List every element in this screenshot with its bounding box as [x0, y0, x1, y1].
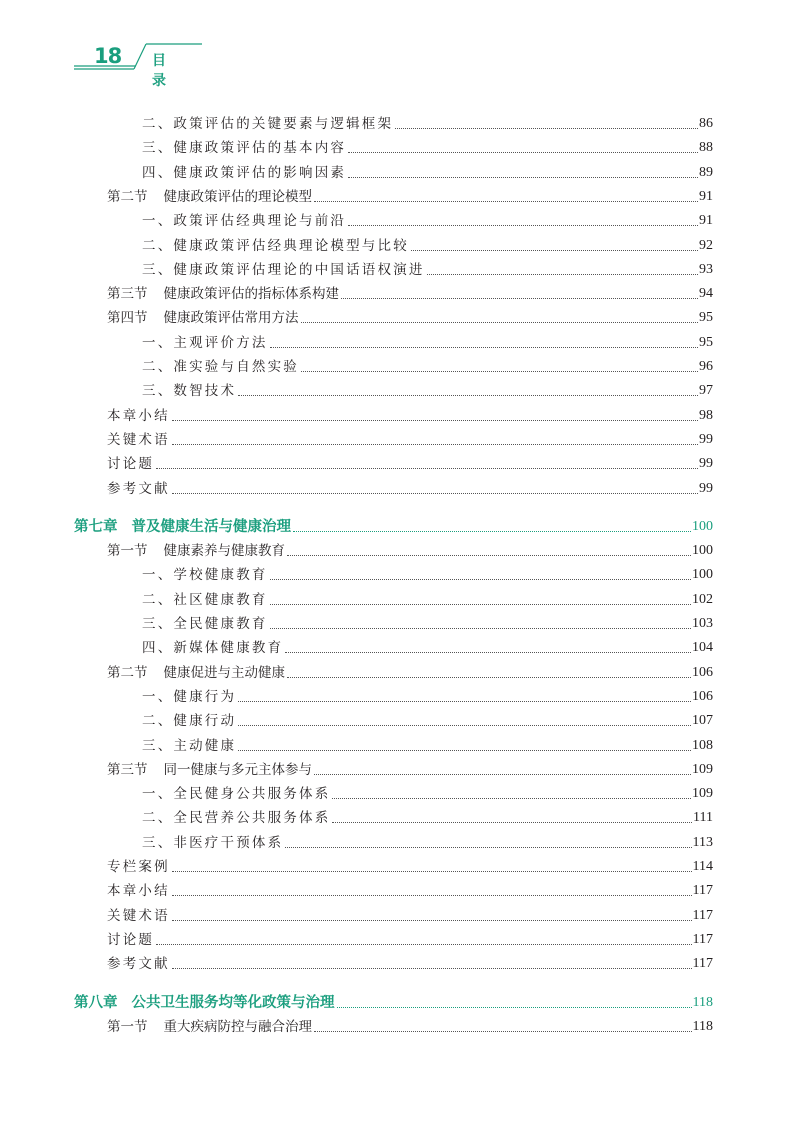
section-title: 健康素养与健康教育 — [163, 543, 285, 560]
dot-leader — [287, 555, 691, 556]
toc-entry-label: 三、数智技术 — [142, 383, 237, 400]
dot-leader — [348, 152, 698, 153]
toc-entry-label — [107, 539, 285, 563]
toc-entry-label: 二、全民营养公共服务体系 — [142, 810, 331, 827]
toc-entry-label: 一、全民健身公共服务体系 — [142, 786, 331, 803]
toc-page-number: 100 — [692, 518, 713, 534]
toc-page-number: 106 — [692, 664, 713, 680]
toc-page-number: 95 — [699, 310, 713, 326]
toc-entry-label: 三、健康政策评估的基本内容 — [142, 140, 347, 157]
toc-entry-item[interactable] — [142, 831, 713, 855]
toc-entry-section[interactable] — [107, 758, 713, 782]
toc-entry-misc[interactable] — [107, 855, 713, 879]
toc-entry-label: 二、社区健康教育 — [142, 591, 268, 608]
dot-leader — [172, 895, 692, 896]
toc-entry-item[interactable] — [142, 136, 713, 160]
section-title: 重大疾病防控与融合治理 — [163, 1018, 312, 1035]
toc-entry-label — [107, 1015, 312, 1039]
dot-leader — [348, 177, 698, 178]
toc-page-number: 99 — [699, 431, 713, 447]
section-number: 第一节 — [107, 1018, 148, 1035]
toc-entry-label — [107, 661, 285, 685]
toc-entry-misc[interactable] — [107, 879, 713, 903]
toc-page-number: 102 — [692, 591, 713, 607]
toc-page-number: 99 — [699, 480, 713, 496]
dot-leader — [314, 774, 691, 775]
dot-leader — [411, 250, 698, 251]
chapter-number: 第七章 — [74, 518, 118, 535]
dot-leader — [314, 201, 698, 202]
toc-entry-label: 讨论题 — [107, 456, 155, 473]
toc-entry-item[interactable] — [142, 806, 713, 830]
dot-leader — [270, 628, 691, 629]
dot-leader — [395, 128, 698, 129]
dot-leader — [172, 444, 698, 445]
dot-leader — [332, 822, 692, 823]
toc-page-number: 97 — [699, 383, 713, 399]
toc-entry-misc[interactable] — [107, 452, 713, 476]
section-number: 第三节 — [107, 761, 148, 778]
dot-leader — [285, 652, 691, 653]
toc-page-number: 91 — [699, 213, 713, 229]
section-number: 第二节 — [107, 188, 148, 205]
dot-leader — [156, 468, 698, 469]
toc-entry-item[interactable] — [142, 563, 713, 587]
toc-page-number: 104 — [692, 640, 713, 656]
dot-leader — [238, 395, 698, 396]
dot-leader — [172, 920, 692, 921]
toc-entry-label: 一、学校健康教育 — [142, 567, 268, 584]
dot-leader — [332, 798, 691, 799]
toc-page-number: 107 — [692, 713, 713, 729]
toc-page-number: 111 — [693, 810, 713, 826]
toc-page-number: 95 — [699, 334, 713, 350]
page-number: 18 — [94, 44, 122, 68]
dot-leader — [172, 493, 698, 494]
toc-entry-misc[interactable] — [107, 477, 713, 501]
toc-entry-misc[interactable] — [107, 428, 713, 452]
toc-entry-label: 三、全民健康教育 — [142, 616, 268, 632]
toc-page-number: 117 — [692, 931, 713, 947]
toc-entry-label: 一、健康行为 — [142, 688, 237, 705]
dot-leader — [172, 420, 698, 421]
section-number: 第三节 — [107, 286, 148, 303]
toc-page-number: 109 — [692, 761, 713, 777]
chapter-title: 公共卫生服务均等化政策与治理 — [131, 994, 335, 1011]
toc-entry-item[interactable] — [142, 209, 713, 233]
section-title: 健康政策评估常用方法 — [163, 310, 299, 327]
section-title: 同一健康与多元主体参与 — [163, 761, 312, 778]
toc-entry-section[interactable] — [107, 282, 713, 306]
dot-leader — [270, 579, 691, 580]
toc-entry-misc[interactable] — [107, 928, 713, 952]
toc-entry-item[interactable] — [142, 588, 713, 612]
toc-entry-item[interactable] — [142, 112, 713, 136]
toc-page-number: 103 — [692, 616, 713, 631]
chapter-title: 普及健康生活与健康治理 — [131, 518, 291, 535]
toc-page-number: 117 — [692, 956, 713, 972]
toc-entry-item[interactable] — [142, 612, 713, 636]
toc-entry-section[interactable] — [107, 185, 713, 209]
section-number: 第四节 — [107, 310, 148, 327]
toc-entry-label: 一、主观评价方法 — [142, 334, 268, 351]
toc-entry-label: 二、政策评估的关键要素与逻辑框架 — [142, 116, 394, 132]
toc-page-number: 91 — [699, 188, 713, 204]
toc-entry-label — [74, 991, 335, 1015]
dot-leader — [156, 944, 691, 945]
toc-page-number: 88 — [699, 140, 713, 156]
toc-entry-label: 四、健康政策评估的影响因素 — [142, 164, 347, 181]
toc-page-number: 99 — [699, 456, 713, 472]
dot-leader — [238, 750, 691, 751]
toc-entry-label — [107, 306, 299, 330]
dot-leader — [287, 677, 691, 678]
dot-leader — [238, 725, 691, 726]
toc-entry-section[interactable] — [107, 1015, 713, 1039]
toc-entry-item[interactable] — [142, 782, 713, 806]
toc-entry-label: 四、新媒体健康教育 — [142, 640, 284, 657]
toc-entry-label: 二、健康行动 — [142, 713, 237, 730]
toc-entry-label: 讨论题 — [107, 931, 155, 948]
dot-leader — [314, 1031, 692, 1032]
dot-leader — [172, 968, 692, 969]
toc-entry-label: 本章小结 — [107, 407, 170, 424]
toc-entry-label: 关键术语 — [107, 431, 170, 448]
toc-entry-label: 三、非医疗干预体系 — [142, 834, 284, 851]
toc-entry-label: 三、健康政策评估理论的中国话语权演进 — [142, 261, 425, 278]
toc-entry-misc[interactable] — [107, 952, 713, 976]
dot-leader — [301, 322, 699, 323]
toc-entry-item[interactable] — [142, 685, 713, 709]
section-number: 第一节 — [107, 543, 148, 560]
dot-leader — [270, 604, 691, 605]
toc-entry-label: 二、准实验与自然实验 — [142, 359, 299, 375]
toc-entry-item[interactable] — [142, 636, 713, 660]
dot-leader — [293, 531, 691, 532]
dot-leader — [238, 701, 691, 702]
toc-page-number: 86 — [699, 116, 713, 131]
toc-entry-chapter[interactable] — [74, 991, 713, 1015]
toc-entry-label — [107, 185, 312, 209]
toc-entry-section[interactable] — [107, 539, 713, 563]
section-title: 目 录 — [152, 53, 176, 89]
section-title: 健康政策评估的理论模型 — [163, 188, 312, 205]
toc-page-number: 108 — [692, 737, 713, 753]
toc-entry-label: 专栏案例 — [107, 859, 170, 875]
toc-page-number: 109 — [692, 786, 713, 802]
dot-leader — [341, 298, 698, 299]
page-header — [74, 36, 194, 89]
section-title: 健康促进与主动健康 — [163, 664, 285, 681]
toc-entry-label — [107, 758, 312, 782]
toc-entry-label — [107, 282, 339, 306]
toc-page-number: 100 — [692, 543, 713, 559]
toc-entry-section[interactable] — [107, 306, 713, 330]
dot-leader — [427, 274, 698, 275]
dot-leader — [270, 347, 698, 348]
toc-page-number: 100 — [692, 567, 713, 583]
toc-page-number: 106 — [692, 688, 713, 704]
toc-entry-misc[interactable] — [107, 404, 713, 428]
toc-entry-label: 本章小结 — [107, 883, 170, 900]
toc-page-number: 117 — [692, 907, 713, 923]
toc-page-number: 93 — [699, 261, 713, 277]
toc-entry-item[interactable] — [142, 258, 713, 282]
toc-page-number: 94 — [699, 286, 713, 302]
toc-entry-item[interactable] — [142, 234, 713, 258]
toc-page-number: 96 — [699, 359, 713, 374]
section-number: 第二节 — [107, 664, 148, 681]
toc-entry-item[interactable] — [142, 734, 713, 758]
toc-page-number: 118 — [692, 994, 713, 1010]
section-title: 健康政策评估的指标体系构建 — [163, 286, 339, 303]
toc-page-number: 89 — [699, 164, 713, 180]
dot-leader — [285, 847, 691, 848]
toc-entry-label — [74, 515, 291, 539]
toc-entry-chapter[interactable] — [74, 515, 713, 539]
dot-leader — [337, 1007, 692, 1008]
toc-page-number: 118 — [692, 1018, 713, 1034]
toc-entry-label: 关键术语 — [107, 907, 170, 924]
toc-page-number: 117 — [692, 883, 713, 899]
toc-entry-label: 二、健康政策评估经典理论模型与比较 — [142, 237, 409, 254]
toc-entry-label: 三、主动健康 — [142, 737, 237, 754]
toc-entry-label: 参考文献 — [107, 956, 170, 973]
toc-entry-item[interactable] — [142, 355, 713, 379]
toc-page-number: 98 — [699, 407, 713, 423]
toc-entry-item[interactable] — [142, 161, 713, 185]
dot-leader — [301, 371, 698, 372]
toc-entry-label: 参考文献 — [107, 480, 170, 497]
toc-page-number: 114 — [692, 859, 713, 874]
toc-page-number: 92 — [699, 237, 713, 253]
toc-entry-label: 一、政策评估经典理论与前沿 — [142, 213, 347, 230]
toc-entry-item[interactable] — [142, 331, 713, 355]
toc-entry-item[interactable] — [142, 379, 713, 403]
chapter-number: 第八章 — [74, 994, 118, 1011]
toc-entry-misc[interactable] — [107, 904, 713, 928]
dot-leader — [348, 225, 698, 226]
toc-page-number: 113 — [692, 834, 713, 850]
toc-entry-item[interactable] — [142, 709, 713, 733]
toc-entry-section[interactable] — [107, 661, 713, 685]
dot-leader — [172, 871, 692, 872]
